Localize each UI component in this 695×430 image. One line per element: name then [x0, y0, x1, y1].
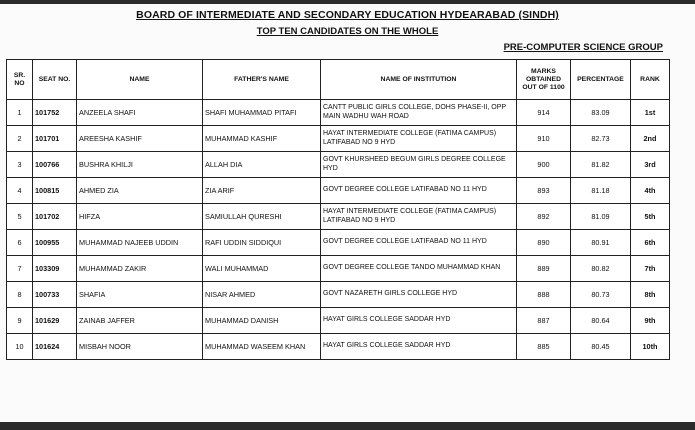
father-name-cell: MUHAMMAD DANISH — [203, 308, 321, 334]
header-sr: SR. NO — [7, 60, 33, 100]
percentage-cell: 80.91 — [571, 230, 631, 256]
percentage-cell: 82.73 — [571, 126, 631, 152]
percentage-cell: 81.82 — [571, 152, 631, 178]
percentage-cell: 80.64 — [571, 308, 631, 334]
header-institution: NAME OF INSTITUTION — [321, 60, 517, 100]
name-cell: HIFZA — [77, 204, 203, 230]
percentage-cell: 80.45 — [571, 334, 631, 360]
father-name-cell: NISAR AHMED — [203, 282, 321, 308]
rank-cell: 4th — [631, 178, 670, 204]
institution-cell: GOVT DEGREE COLLEGE LATIFABAD NO 11 HYD — [321, 230, 517, 256]
sr-cell: 3 — [7, 152, 33, 178]
rank-cell: 7th — [631, 256, 670, 282]
rank-cell: 9th — [631, 308, 670, 334]
sr-cell: 4 — [7, 178, 33, 204]
table-row — [7, 230, 670, 256]
percentage-cell: 80.82 — [571, 256, 631, 282]
father-name-cell: ALLAH DIA — [203, 152, 321, 178]
name-cell: MISBAH NOOR — [77, 334, 203, 360]
bottom-border — [0, 422, 695, 430]
name-cell: AHMED ZIA — [77, 178, 203, 204]
seat-cell: 101624 — [33, 334, 77, 360]
table-row — [7, 334, 670, 360]
rank-cell: 5th — [631, 204, 670, 230]
sr-cell: 7 — [7, 256, 33, 282]
sr-cell: 6 — [7, 230, 33, 256]
marks-cell: 910 — [517, 126, 571, 152]
name-cell: SHAFIA — [77, 282, 203, 308]
table-row — [7, 100, 670, 126]
rank-cell: 10th — [631, 334, 670, 360]
percentage-cell: 83.09 — [571, 100, 631, 126]
institution-cell: CANTT PUBLIC GIRLS COLLEGE, DOHS PHASE-II, OPP MAIN WADHU WAH ROAD — [321, 100, 517, 126]
institution-cell: GOVT NAZARETH GIRLS COLLEGE HYD — [321, 282, 517, 308]
institution-cell: HAYAT GIRLS COLLEGE SADDAR HYD — [321, 334, 517, 360]
name-cell: MUHAMMAD ZAKIR — [77, 256, 203, 282]
institution-cell: GOVT DEGREE COLLEGE LATIFABAD NO 11 HYD — [321, 178, 517, 204]
table-row — [7, 256, 670, 282]
marks-cell: 914 — [517, 100, 571, 126]
seat-cell: 100766 — [33, 152, 77, 178]
percentage-cell: 81.09 — [571, 204, 631, 230]
seat-cell: 101629 — [33, 308, 77, 334]
seat-cell: 101701 — [33, 126, 77, 152]
marks-cell: 890 — [517, 230, 571, 256]
marks-cell: 889 — [517, 256, 571, 282]
father-name-cell: RAFI UDDIN SIDDIQUI — [203, 230, 321, 256]
board-title: BOARD OF INTERMEDIATE AND SECONDARY EDUCATION HYDEARABAD (SINDH) — [136, 9, 559, 21]
sr-cell: 1 — [7, 100, 33, 126]
sr-cell: 2 — [7, 126, 33, 152]
header-rank: RANK — [631, 60, 670, 100]
father-name-cell: SHAFI MUHAMMAD PITAFI — [203, 100, 321, 126]
institution-cell: GOVT KHURSHEED BEGUM GIRLS DEGREE COLLEGE HYD — [321, 152, 517, 178]
institution-cell: GOVT DEGREE COLLEGE TANDO MUHAMMAD KHAN — [321, 256, 517, 282]
table-row — [7, 126, 670, 152]
sr-cell: 8 — [7, 282, 33, 308]
top-border — [0, 0, 695, 4]
father-name-cell: ZIA ARIF — [203, 178, 321, 204]
institution-cell: HAYAT GIRLS COLLEGE SADDAR HYD — [321, 308, 517, 334]
father-name-cell: WALI MUHAMMAD — [203, 256, 321, 282]
list-subtitle: TOP TEN CANDIDATES ON THE WHOLE — [256, 26, 439, 37]
percentage-cell: 80.73 — [571, 282, 631, 308]
table-row — [7, 282, 670, 308]
group-name: PRE-COMPUTER SCIENCE GROUP — [503, 42, 663, 53]
table-row — [7, 204, 670, 230]
header-seat: SEAT NO. — [33, 60, 77, 100]
header-marks: MARKS OBTAINED OUT OF 1100 — [517, 60, 571, 100]
rank-cell: 6th — [631, 230, 670, 256]
header-percentage: PERCENTAGE — [571, 60, 631, 100]
table-row — [7, 178, 670, 204]
table-row — [7, 308, 670, 334]
marks-cell: 893 — [517, 178, 571, 204]
seat-cell: 103309 — [33, 256, 77, 282]
marks-cell: 888 — [517, 282, 571, 308]
name-cell: ZAINAB JAFFER — [77, 308, 203, 334]
father-name-cell: MUHAMMAD KASHIF — [203, 126, 321, 152]
sr-cell: 5 — [7, 204, 33, 230]
father-name-cell: SAMIULLAH QURESHI — [203, 204, 321, 230]
seat-cell: 101702 — [33, 204, 77, 230]
name-cell: ANZEELA SHAFI — [77, 100, 203, 126]
name-cell: MUHAMMAD NAJEEB UDDIN — [77, 230, 203, 256]
header-name: NAME — [77, 60, 203, 100]
seat-cell: 100733 — [33, 282, 77, 308]
rank-cell: 8th — [631, 282, 670, 308]
rank-cell: 1st — [631, 100, 670, 126]
marks-cell: 900 — [517, 152, 571, 178]
seat-cell: 101752 — [33, 100, 77, 126]
marks-cell: 892 — [517, 204, 571, 230]
marks-cell: 887 — [517, 308, 571, 334]
results-table — [6, 59, 670, 360]
marks-cell: 885 — [517, 334, 571, 360]
rank-cell: 2nd — [631, 126, 670, 152]
father-name-cell: MUHAMMAD WASEEM KHAN — [203, 334, 321, 360]
sr-cell: 9 — [7, 308, 33, 334]
rank-cell: 3rd — [631, 152, 670, 178]
table-header-row — [7, 60, 670, 100]
institution-cell: HAYAT INTERMEDIATE COLLEGE (FATIMA CAMPUS) LATIFABAD NO 9 HYD — [321, 126, 517, 152]
name-cell: BUSHRA KHILJI — [77, 152, 203, 178]
seat-cell: 100955 — [33, 230, 77, 256]
header-father: FATHER'S NAME — [203, 60, 321, 100]
sr-cell: 10 — [7, 334, 33, 360]
seat-cell: 100815 — [33, 178, 77, 204]
institution-cell: HAYAT INTERMEDIATE COLLEGE (FATIMA CAMPUS) LATIFABAD NO 9 HYD — [321, 204, 517, 230]
table-row — [7, 152, 670, 178]
name-cell: AREESHA KASHIF — [77, 126, 203, 152]
percentage-cell: 81.18 — [571, 178, 631, 204]
